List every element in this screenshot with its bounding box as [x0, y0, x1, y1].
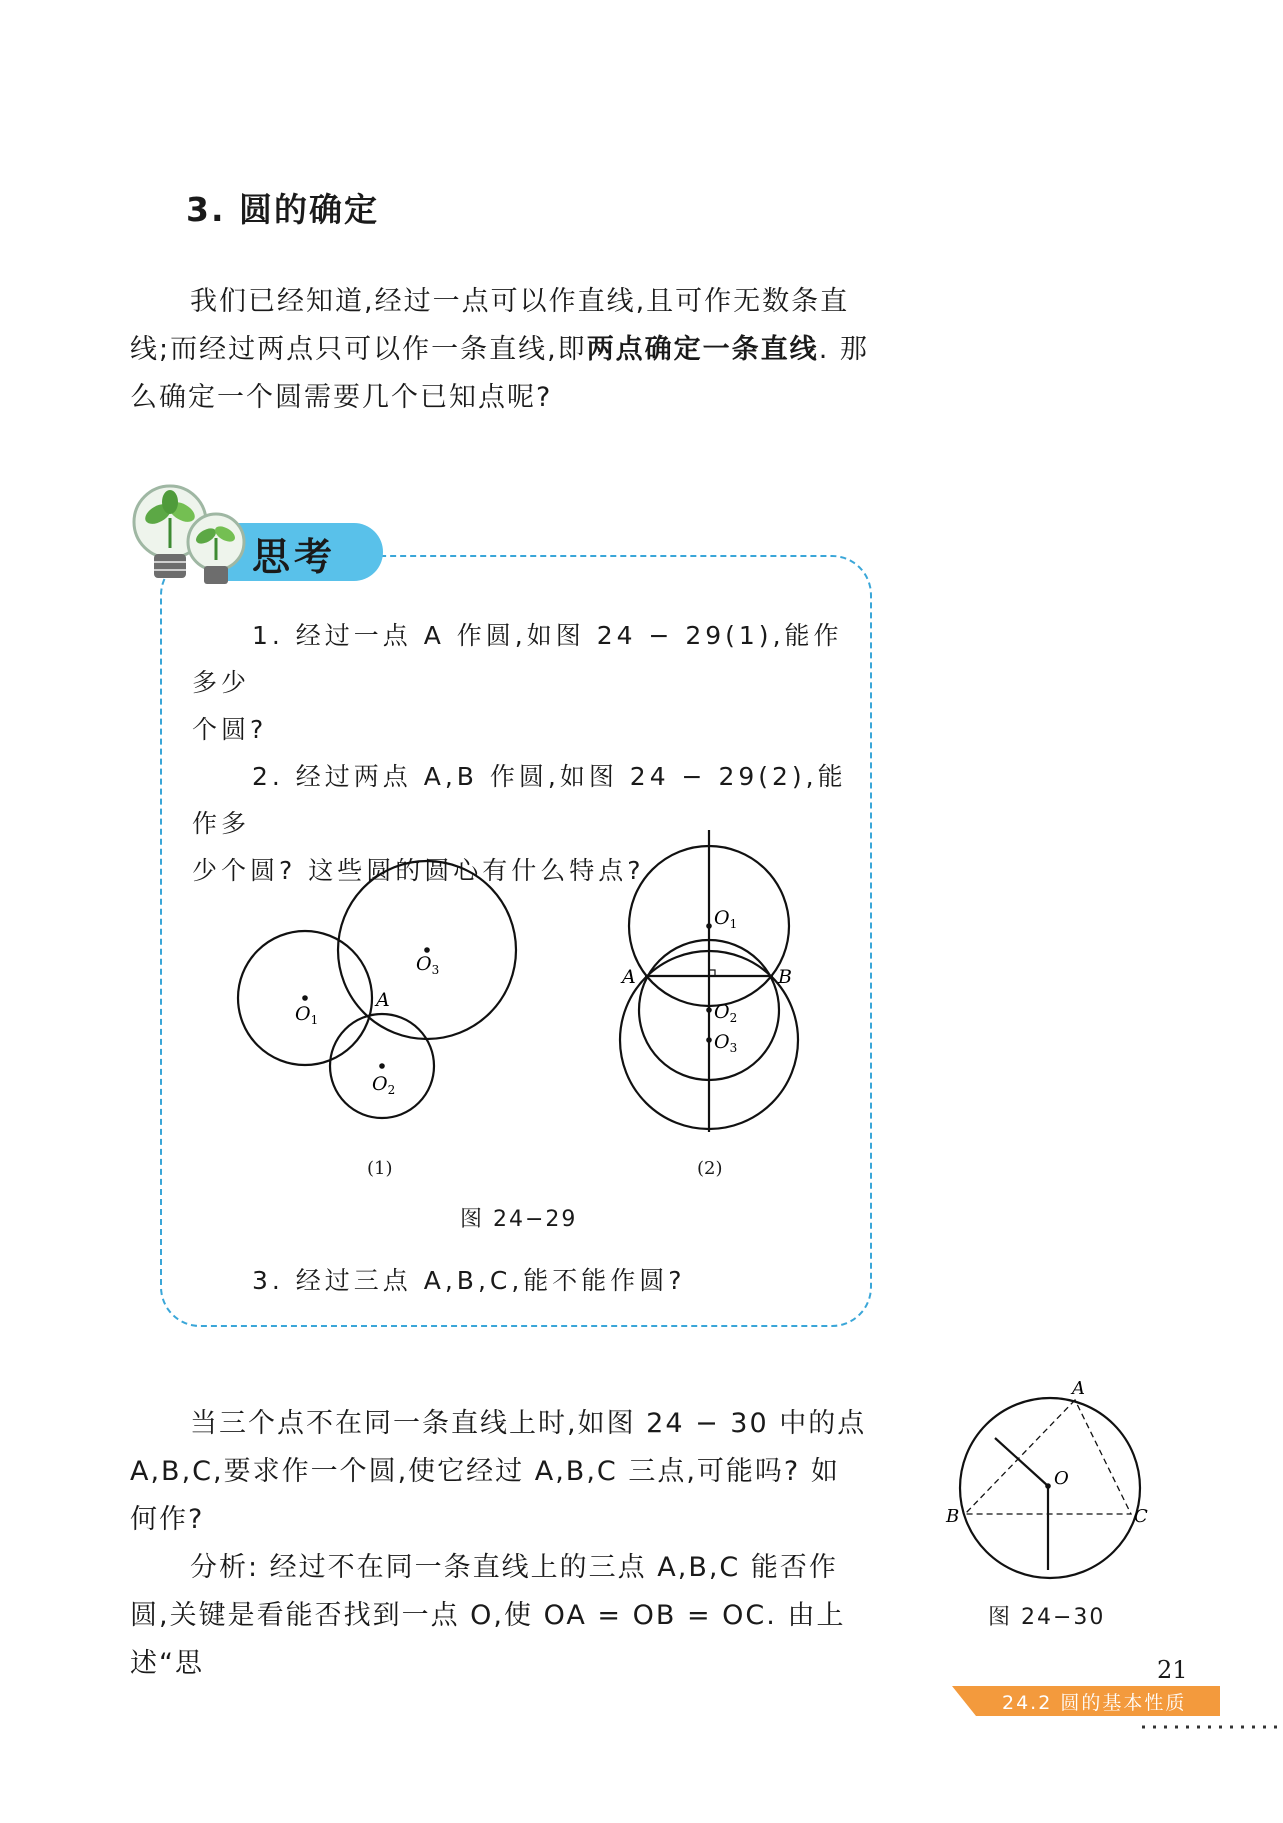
center-o2	[379, 1063, 385, 1069]
center-o3	[424, 947, 430, 953]
label-o2: $O_2$	[372, 1073, 396, 1097]
body-line-3: 何作?	[130, 1504, 205, 1535]
body-paragraph-2	[130, 1400, 875, 1688]
label-c: C	[1134, 1506, 1148, 1527]
body-line-1: 当三个点不在同一条直线上时,如图 24 − 30 中的点	[190, 1408, 867, 1439]
bisector-ab	[995, 1438, 1048, 1486]
label-b: B	[778, 966, 792, 988]
intro-line-3: 么确定一个圆需要几个已知点呢?	[130, 382, 553, 413]
center-o	[1045, 1483, 1051, 1489]
analysis-line-2: 圆,关键是看能否找到一点 O,使 OA = OB = OC. 由上述“思	[130, 1600, 846, 1679]
figure-24-30-caption: 图 24−30	[988, 1605, 1106, 1630]
subfigure-1-caption: (1)	[367, 1158, 393, 1179]
question-3-text: 3. 经过三点 A,B,C,能不能作圆?	[252, 1266, 686, 1295]
figure-24-29-1	[232, 840, 532, 1140]
label-b: B	[946, 1506, 960, 1527]
body-line-2: A,B,C,要求作一个圆,使它经过 A,B,C 三点,可能吗? 如	[130, 1456, 840, 1487]
intro-line-1: 我们已经知道,经过一点可以作直线,且可作无数条直	[190, 286, 850, 317]
intro-line-2-b: . 那	[818, 334, 869, 365]
section-tag: 24.2 圆的基本性质	[1002, 1692, 1187, 1714]
label-o2: $O_2$	[714, 1001, 738, 1025]
subfigure-2-caption: (2)	[697, 1158, 723, 1179]
page-number: 21	[1157, 1656, 1188, 1684]
label-o3: $O_3$	[416, 953, 440, 977]
label-a: A	[376, 989, 390, 1011]
label-a: A	[622, 966, 636, 988]
label-o3: $O_3$	[714, 1031, 738, 1055]
label-o1: $O_1$	[295, 1003, 319, 1027]
intro-line-2-a: 线;而经过两点只可以作一条直线,即	[130, 334, 587, 365]
think-label: 思考	[252, 535, 337, 579]
question-2-line-2: 少个圆? 这些圆的圆心有什么特点?	[192, 856, 645, 885]
label-o1: $O_1$	[714, 907, 738, 931]
section-title: 3. 圆的确定	[186, 190, 379, 229]
intro-line-2	[130, 326, 875, 374]
footer-dotted-line	[1140, 1724, 1283, 1730]
center-o1	[302, 995, 308, 1001]
figure-24-30	[940, 1370, 1160, 1600]
lightbulb-plant-icon	[124, 480, 250, 586]
figure-24-29-2	[610, 820, 810, 1150]
intro-paragraph	[130, 278, 875, 422]
question-3	[192, 1257, 852, 1304]
center-o1	[706, 923, 712, 929]
theorem-bold: 两点确定一条直线	[586, 334, 819, 365]
center-o3	[706, 1037, 712, 1043]
figure-24-29-caption: 图 24−29	[460, 1207, 578, 1232]
question-2-line-1: 2. 经过两点 A,B 作圆,如图 24 − 29(2),能作多	[192, 762, 847, 838]
center-o2	[706, 1007, 712, 1013]
analysis-line-1: 分析: 经过不在同一条直线上的三点 A,B,C 能否作	[190, 1552, 838, 1583]
question-1-line-2: 个圆?	[192, 715, 268, 744]
question-1-line-1: 1. 经过一点 A 作圆,如图 24 − 29(1),能作多少	[192, 621, 843, 697]
label-o: O	[1054, 1468, 1069, 1489]
label-a: A	[1072, 1378, 1085, 1399]
